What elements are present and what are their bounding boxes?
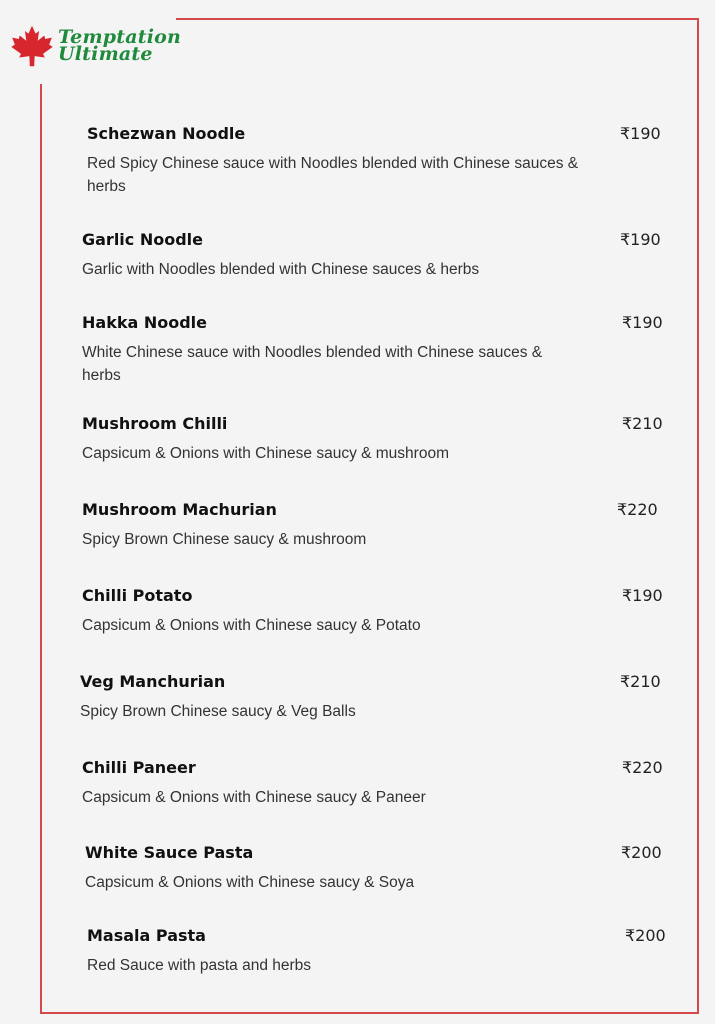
item-price: ₹190: [620, 124, 661, 143]
item-name: White Sauce Pasta: [85, 843, 254, 862]
menu-item: [82, 500, 682, 551]
item-price: ₹200: [625, 926, 666, 945]
item-description: Capsicum & Onions with Chinese saucy & Soya: [85, 874, 415, 891]
item-name: Mushroom Chilli: [82, 414, 228, 433]
maple-leaf-icon: [10, 24, 54, 68]
item-name: Chilli Paneer: [82, 758, 196, 777]
brand-logo: [10, 24, 181, 68]
item-name: Garlic Noodle: [82, 230, 204, 249]
item-name: Masala Pasta: [87, 926, 206, 945]
item-name: Hakka Noodle: [82, 313, 207, 332]
item-description: Spicy Brown Chinese saucy & Veg Balls: [80, 703, 356, 720]
item-description: Capsicum & Onions with Chinese saucy & Potato: [82, 617, 421, 634]
menu-item: [82, 313, 682, 387]
brand-name: [58, 26, 182, 65]
item-description: Spicy Brown Chinese saucy & mushroom: [82, 531, 367, 548]
item-description: Red Sauce with pasta and herbs: [87, 957, 312, 974]
item-description: Capsicum & Onions with Chinese saucy & Paneer: [82, 789, 426, 806]
item-description: White Chinese sauce with Noodles blended with Chinese sauces & herbs: [82, 344, 543, 384]
menu-item: [80, 672, 680, 723]
item-price: ₹190: [620, 230, 661, 249]
item-price: ₹210: [622, 414, 663, 433]
frame-top: [176, 18, 699, 20]
item-price: ₹220: [617, 500, 658, 519]
frame-left: [40, 84, 42, 1014]
item-price: ₹190: [622, 586, 663, 605]
menu-item: [82, 758, 682, 809]
item-name: Schezwan Noodle: [87, 124, 246, 143]
item-description: Garlic with Noodles blended with Chinese sauces & herbs: [82, 261, 480, 278]
menu-item: [82, 230, 682, 281]
item-price: ₹220: [622, 758, 663, 777]
brand-name-line2: Ultimate: [58, 43, 153, 65]
brand-name-line1: Temptation: [58, 26, 182, 48]
item-name: Mushroom Machurian: [82, 500, 277, 519]
menu-item: [82, 414, 682, 465]
frame-bottom: [40, 1012, 699, 1014]
menu-item: [85, 843, 685, 894]
item-name: Veg Manchurian: [80, 672, 226, 691]
item-description: Capsicum & Onions with Chinese saucy & mushroom: [82, 445, 449, 462]
item-description: Red Spicy Chinese sauce with Noodles blended with Chinese sauces & herbs: [87, 155, 579, 195]
menu-item: [87, 124, 687, 198]
item-price: ₹210: [620, 672, 661, 691]
menu-item: [87, 926, 687, 977]
frame-right: [697, 18, 699, 1014]
menu-item: [82, 586, 682, 637]
item-price: ₹200: [621, 843, 662, 862]
item-name: Chilli Potato: [82, 586, 193, 605]
item-price: ₹190: [622, 313, 663, 332]
